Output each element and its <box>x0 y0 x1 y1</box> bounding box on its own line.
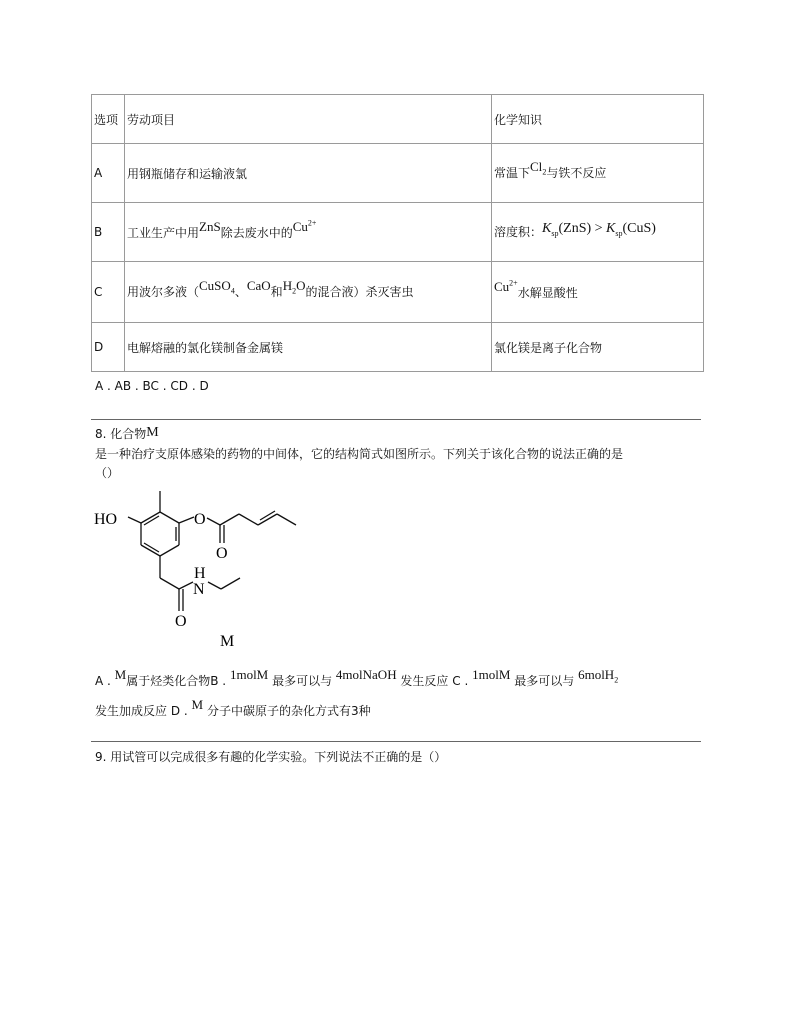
molecule-structure <box>90 488 320 653</box>
atom-label: HO <box>94 511 118 528</box>
row-option: D <box>92 323 125 372</box>
row-labor: 工业生产中用ZnS除去废水中的$Cu^{2+}$ <box>125 203 492 262</box>
molecule-label: M <box>220 633 235 650</box>
q8-stem: 是一种治疗支原体感染的药物的中间体，它的结构简式如图所示。下列关于该化合物的说法正确的是 <box>95 447 624 461</box>
answer-options: A . AB . BC . CD . D <box>95 379 209 393</box>
atom-label: O <box>175 613 187 630</box>
divider <box>91 741 701 742</box>
row-labor: 用波尔多液（CuSO$_4$、CaO和$H_2O$的混合液）杀灭害虫 <box>125 262 492 323</box>
row-option: B <box>92 203 125 262</box>
row-knowledge: 常温下$Cl_2$与铁不反应 <box>492 144 704 203</box>
atom-label: H <box>194 565 206 582</box>
row-knowledge: 溶度积：$K_{sp}(ZnS) > K_{sp}(CuS)$ <box>492 203 704 262</box>
table-row <box>92 203 704 262</box>
q8-options: A . M属于烃类化合物B . 1molM 最多可以与 4molNaOH 发生反应 C . 1molM 最多可以与 6molH$_2$ 发生加成反应 D . M 分子中碳原子的杂化方式有3种 <box>95 667 619 718</box>
q8-paren: （） <box>95 466 120 480</box>
row-option: A <box>92 144 125 203</box>
header-knowledge: 化学知识 <box>492 95 704 144</box>
atom-label: O <box>216 545 228 562</box>
row-knowledge: $Cu^{2+}$水解显酸性 <box>492 262 704 323</box>
header-option: 选项 <box>92 95 125 144</box>
atom-label: N <box>193 581 205 598</box>
q9-stem: 9. 用试管可以完成很多有趣的化学实验。下列说法不正确的是（） <box>95 750 447 764</box>
table-row <box>92 262 704 323</box>
q8-title: 8. 化合物M <box>95 425 159 441</box>
header-labor: 劳动项目 <box>125 95 492 144</box>
question-table <box>91 94 704 372</box>
row-labor: 电解熔融的氯化镁制备金属镁 <box>125 323 492 372</box>
row-option: C <box>92 262 125 323</box>
row-labor: 用钢瓶储存和运输液氯 <box>125 144 492 203</box>
table-row <box>92 144 704 203</box>
table-header-row <box>92 95 704 144</box>
divider <box>91 419 701 420</box>
row-knowledge: 氯化镁是离子化合物 <box>492 323 704 372</box>
atom-label: O <box>194 511 206 528</box>
table-row <box>92 323 704 372</box>
